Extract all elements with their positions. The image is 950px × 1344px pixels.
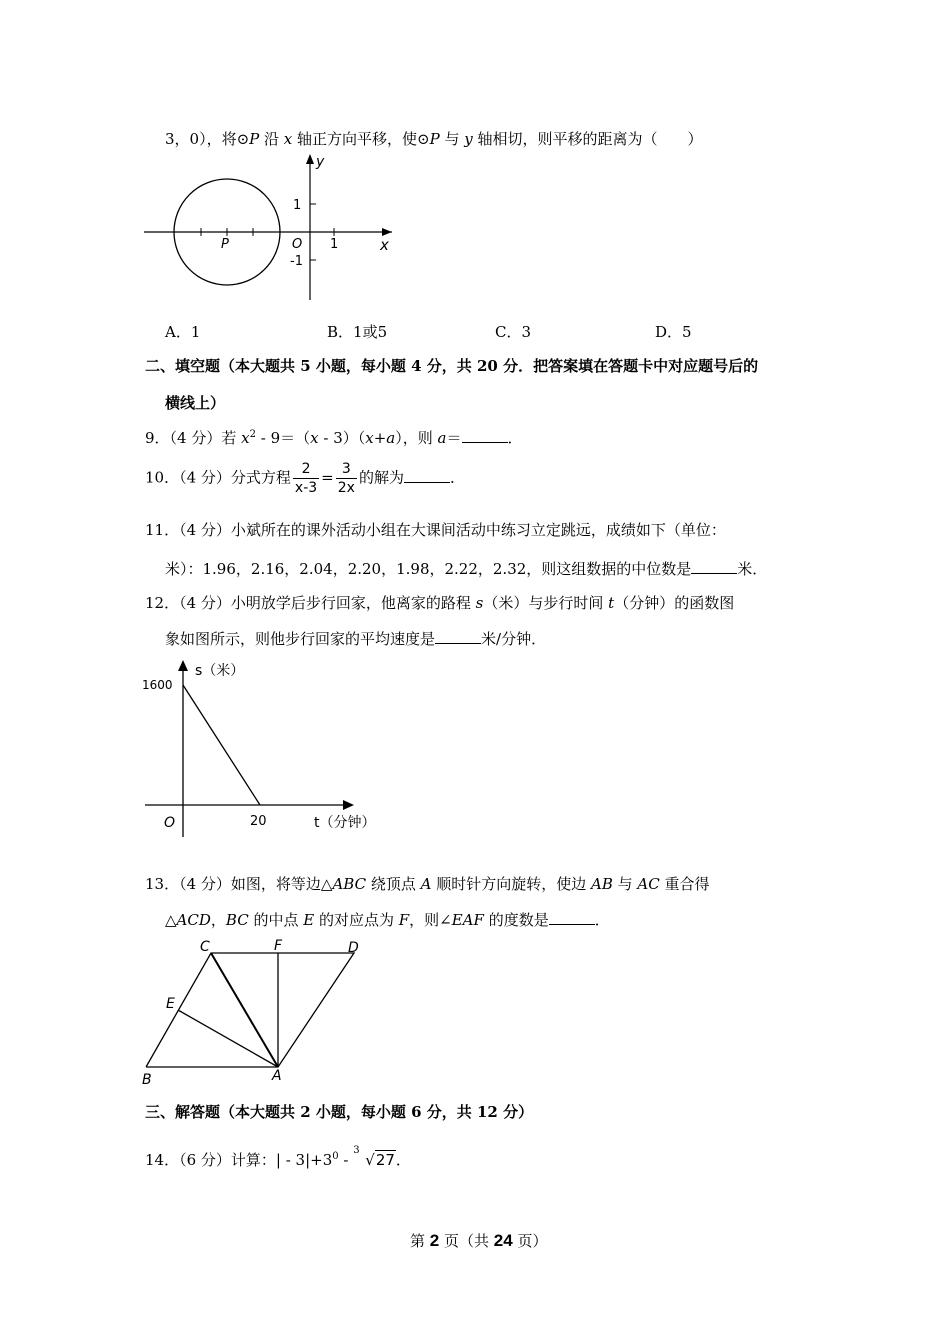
y-neg-one-label: -1 — [290, 254, 303, 269]
p-label: P — [221, 237, 229, 252]
fraction-2: $\frac{3}{2x}$ — [337, 461, 355, 496]
q10-answer-blank[interactable] — [404, 468, 450, 483]
label-d: D — [348, 940, 359, 956]
x-axis-arrow — [382, 228, 392, 236]
x-value-label: 20 — [250, 814, 267, 829]
label-e: E — [166, 996, 175, 1012]
q12-line2: 象如图所示，则他步行回家的平均速度是 米/分钟． — [165, 630, 547, 648]
label-f: F — [274, 938, 283, 954]
q13-line1: 13．（4 分）如图，将等边△ABC 绕顶点 A 顺时针方向旋转，使边 AB 与 AC 重合得 — [145, 875, 710, 893]
y-axis-arrow — [306, 154, 314, 164]
x-label: x — [380, 236, 389, 254]
t-label: t（分钟） — [314, 815, 376, 831]
y-one-label: 1 — [293, 198, 302, 213]
q11-line1: 11．（4 分）小斌所在的课外活动小组在大课间活动中练习立定跳远，成绩如下（单位： — [145, 521, 726, 539]
page-footer: 第 2 页（共 24 页） — [410, 1231, 548, 1250]
label-a: A — [272, 1068, 282, 1084]
q8-option-c[interactable]: C．3 — [495, 323, 532, 341]
cube-root: 3 √27 — [353, 1145, 395, 1169]
s-axis-arrow — [178, 660, 188, 671]
origin-label: O — [292, 237, 303, 252]
q8-circle-figure — [140, 152, 400, 307]
q11-line2: 米）：1.96，2.16，2.04，2.20，1.98，2.22，2.32，则这组数据的中位数是 米． — [165, 560, 768, 578]
y-label: y — [316, 154, 325, 170]
q9: 9．（4 分）若 $x^2 - 9=(x - 3)(x+a)$，则 a＝ ． — [145, 429, 523, 447]
section2-title-cont: 横线上） — [165, 394, 226, 412]
q8-option-b[interactable]: B．1或5 — [327, 323, 388, 341]
s-label: s（米） — [195, 663, 245, 679]
segment-ae — [178, 1010, 278, 1067]
label-b: B — [142, 1072, 152, 1088]
q12-graph — [140, 655, 400, 845]
segment-ac — [211, 953, 278, 1067]
q10: 10．（4 分）分式方程 $\frac{2}{x-3}$ = $\frac{3}{2x}$ 的解为 ． — [145, 461, 465, 496]
q13-answer-blank[interactable] — [549, 910, 595, 925]
section3-title: 三、解答题（本大题共 2 小题，每小题 6 分，共 12 分） — [145, 1103, 534, 1121]
label-c: C — [200, 939, 210, 955]
x-one-label: 1 — [330, 237, 339, 252]
q8-option-a[interactable]: A．1 — [165, 323, 201, 341]
y-value-label: 1600 — [142, 678, 173, 692]
section2-title: 二、填空题（本大题共 5 小题，每小题 4 分，共 20 分．把答案填在答题卡中对应题号后的 — [145, 357, 759, 375]
distance-line — [183, 685, 260, 805]
q13-line2: △ACD，BC 的中点 E 的对应点为 F，则∠EAF 的度数是 ． — [165, 911, 610, 929]
q13-figure — [140, 935, 370, 1090]
q12-answer-blank[interactable] — [435, 629, 481, 644]
q11-answer-blank[interactable] — [691, 559, 737, 574]
q9-answer-blank[interactable] — [462, 428, 508, 443]
q12-line1: 12．（4 分）小明放学后步行回家，他离家的路程 s（米）与步行时间 t（分钟）的函数图 — [145, 594, 735, 612]
outline — [146, 953, 354, 1067]
q14: 14．（6 分）计算：| - $3|+3^0$ - 3 √27． — [145, 1145, 411, 1169]
fraction-1: $\frac{2}{x-3}$ — [294, 461, 318, 496]
q8-option-d[interactable]: D．5 — [655, 323, 692, 341]
origin-label: O — [164, 815, 176, 831]
t-axis-arrow — [343, 800, 354, 810]
q8-stem: 3，0），将⊙P 沿 x 轴正方向平移，使⊙P 与 y 轴相切，则平移的距离为（ ） — [165, 130, 703, 148]
